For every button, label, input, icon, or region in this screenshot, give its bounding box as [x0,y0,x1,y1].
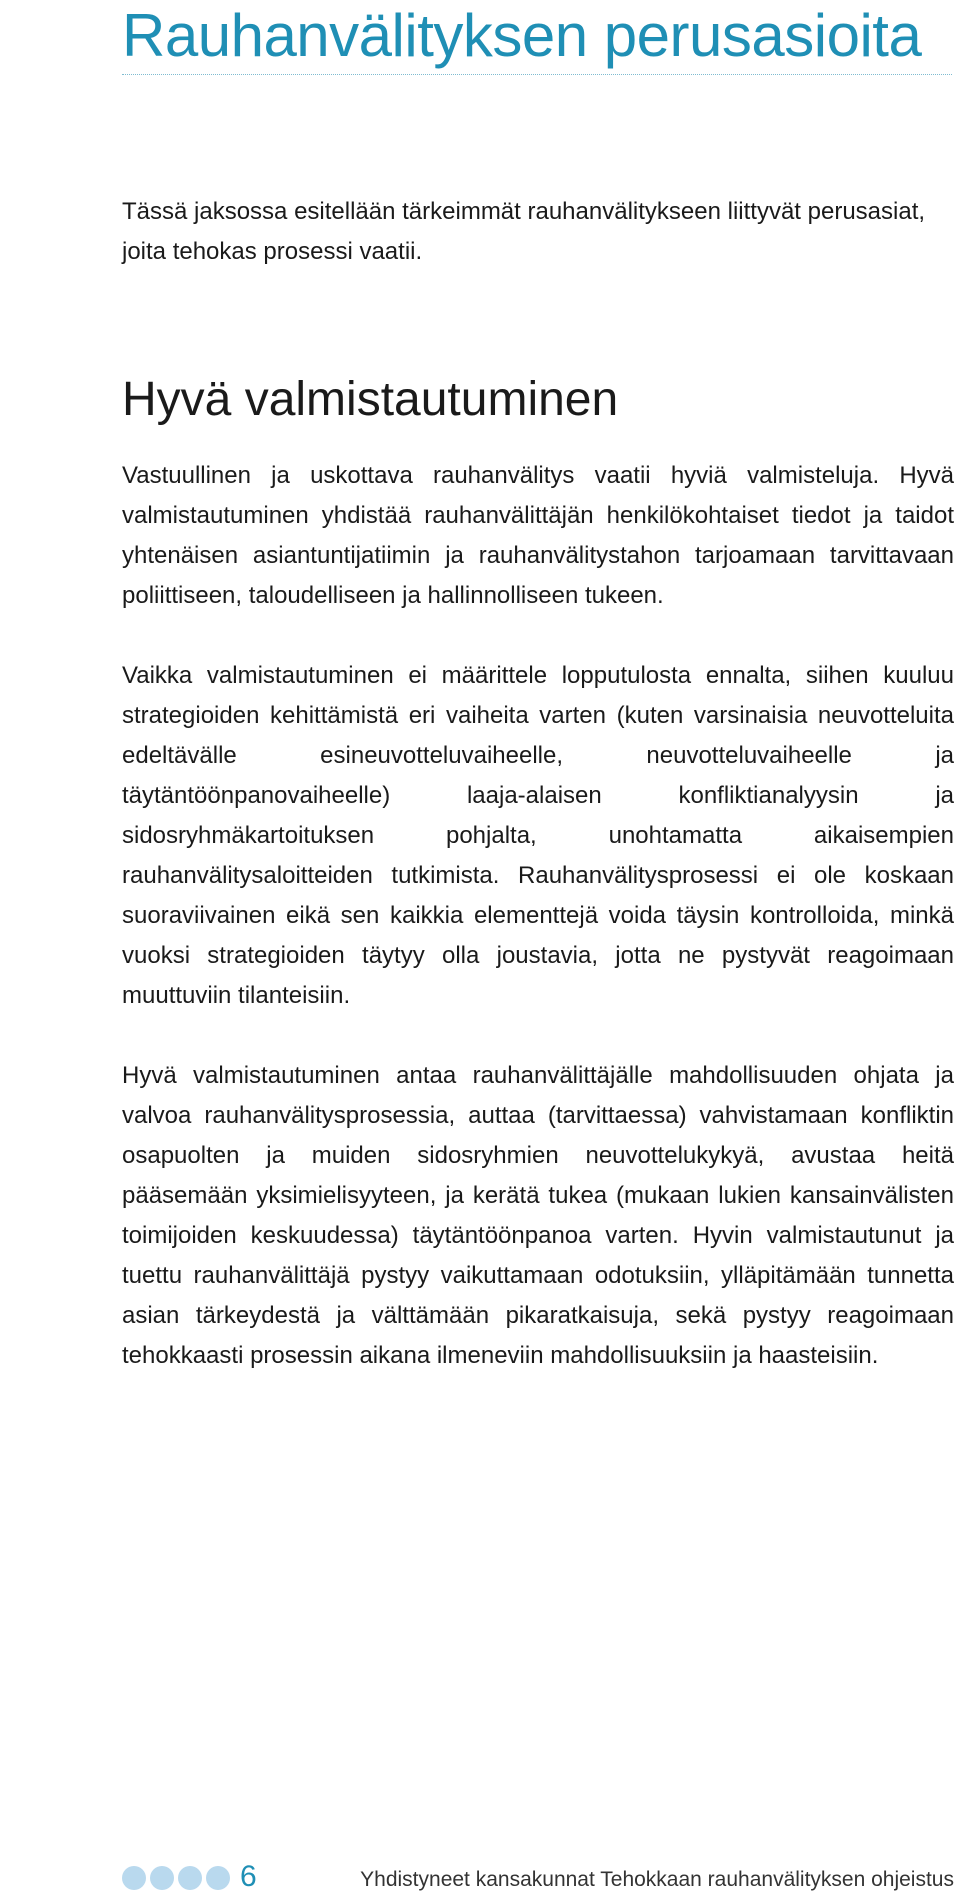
title-divider [122,74,952,75]
page-footer [122,1860,954,1894]
page-title: Rauhanvälityksen perusasioita [122,2,922,69]
footer-dot [206,1866,230,1890]
paragraph-2: Vaikka valmistautuminen ei määrittele lopputulosta ennalta, siihen kuuluu strategioiden kehittämistä eri vaiheita varten (kuten varsinaisia neuvotteluita edeltävälle esineuvotteluvaiheelle, neuvotteluvaiheelle ja täytäntöönpanovaiheelle) laaja-alaisen konfliktianalyysin ja sidosryhmäkartoituksen pohjalta, unohtamatta aikaisempien rauhanvälitysaloitteiden tutkimista. Rauhanvälitysprosessi ei ole koskaan suoraviivainen eikä sen kaikkia elementtejä voida täysin kontrolloida, minkä vuoksi strategioiden täytyy olla joustavia, jotta ne pystyvät reagoimaan muuttuviin tilanteisiin. [122,662,954,1009]
page-number: 6 [240,1860,257,1893]
footer-dots-icon [122,1866,230,1890]
section-body [122,456,954,1416]
paragraph-3: Hyvä valmistautuminen antaa rauhanvälittäjälle mahdollisuuden ohjata ja valvoa rauhanvälitysprosessia, auttaa (tarvittaessa) vahvistamaan konfliktin osapuolten ja muiden sidosryhmien neuvottelukykyä, avustaa heitä pääsemään yksimielisyyteen, ja kerätä tukea (mukaan lukien kansainvälisten toimijoiden keskuudessa) täytäntöönpanoa varten. Hyvin valmistautunut ja tuettu rauhanvälittäjä pystyy vaikuttamaan odotuksiin, ylläpitämään tunnetta asian tärkeydestä ja välttämään pikaratkaisuja, sekä pystyy reagoimaan tehokkaasti prosessin aikana ilmeneviin mahdollisuuksiin ja haasteisiin. [122,1062,954,1369]
intro-text: Tässä jaksossa esitellään tärkeimmät rauhanvälitykseen liittyvät perusasiat, joita tehokas prosessi vaatii. [122,198,926,265]
section-heading: Hyvä valmistautuminen [122,373,619,426]
footer-dot [150,1866,174,1890]
footer-source: Yhdistyneet kansakunnat Tehokkaan rauhanvälityksen ohjeistus [360,1868,954,1891]
paragraph-1: Vastuullinen ja uskottava rauhanvälitys vaatii hyviä valmisteluja. Hyvä valmistautuminen yhdistää rauhanvälittäjän henkilökohtaiset tiedot ja taidot yhtenäisen asiantuntijatiimin ja rauhanvälitystahon tarjoamaan tarvittavaan poliittiseen, taloudelliseen ja hallinnolliseen tukeen. [122,462,954,609]
footer-dot [178,1866,202,1890]
footer-dot [122,1866,146,1890]
